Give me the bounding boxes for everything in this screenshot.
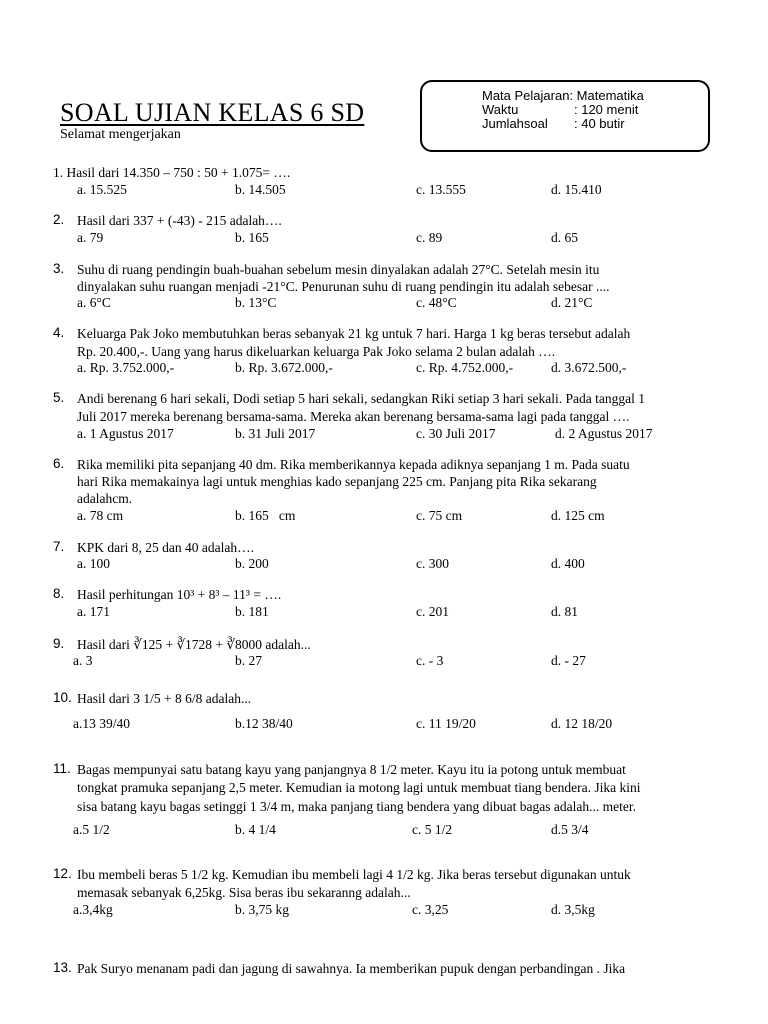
question-text: Hasil dari 3 1/5 + 8 6/8 adalah... [77,691,252,706]
question-text-line: hari Rika memakainya lagi untuk menghias kado sepanjang 225 cm. Panjang pita Rika sekarang [77,474,597,489]
option-a[interactable]: a. Rp. 3.752.000,- [77,360,175,375]
question-text-line: memasak sebanyak 6,25kg. Sisa beras ibu sekaranng adalah... [77,885,411,900]
option-c[interactable]: c. 48°C [416,295,457,310]
question-number: 10. [53,690,72,705]
question-number: 8. [53,586,65,601]
question-text-line: dinyalakan suhu ruangan menjadi -21°C. Penurunan suhu di ruang pendingin itu adalah sebesar .... [77,279,610,294]
option-a[interactable]: a. 78 cm [77,508,124,523]
question-text: Hasil dari 337 + (-43) - 215 adalah…. [77,213,282,228]
question-text-line: Bagas mempunyai satu batang kayu yang panjangnya 8 1/2 meter. Kayu itu ia potong untuk membuat [77,762,626,777]
option-c[interactable]: c. 30 Juli 2017 [416,426,496,441]
option-c[interactable]: c. 201 [416,604,449,619]
option-a[interactable]: a. 6°C [77,295,111,310]
option-d[interactable]: d. 400 [551,556,585,571]
question-text-line: adalahcm. [77,491,133,506]
option-b[interactable]: b. 31 Juli 2017 [235,426,316,441]
option-c[interactable]: c. 3,25 [412,902,449,917]
subject-info-box [420,80,710,152]
question-text-line: Andi berenang 6 hari sekali, Dodi setiap 5 hari sekali, sedangkan Riki setiap 3 hari sekali. Pada tanggal 1 [77,391,645,406]
option-d[interactable]: d. - 27 [551,653,586,668]
option-d[interactable]: d. 125 cm [551,508,605,523]
option-a[interactable]: a. 15.525 [77,182,127,197]
question-text: Hasil dari ∛125 + ∛1728 + ∛8000 adalah... [77,637,311,652]
option-c[interactable]: c. 13.555 [416,182,466,197]
option-a[interactable]: a. 171 [77,604,110,619]
question-text-line: Suhu di ruang pendingin buah-buahan sebelum mesin dinyalakan adalah 27°C. Setelah mesin itu [77,262,600,277]
option-b[interactable]: b. 3,75 kg [235,902,289,917]
question-text: Pak Suryo menanam padi dan jagung di sawahnya. Ia memberikan pupuk dengan perbandingan . Jika [77,961,626,976]
option-b[interactable]: b. 4 1/4 [235,822,276,837]
page-subtitle: Selamat mengerjakan [60,127,181,142]
option-c[interactable]: c. Rp. 4.752.000,- [416,360,514,375]
option-b[interactable]: b. 165 cm [235,508,296,523]
option-a[interactable]: a.5 1/2 [73,822,110,837]
option-c[interactable]: c. 11 19/20 [416,716,476,731]
question-text-line: Juli 2017 mereka berenang bersama-sama. Mereka akan berenang bersama-sama lagi pada tanggal …. [77,409,630,424]
question-number: 7. [53,539,65,554]
option-d[interactable]: d. 3,5kg [551,902,595,917]
option-b[interactable]: b.12 38/40 [235,716,293,731]
question-text-line: Rika memiliki pita sepanjang 40 dm. Rika memberikannya kepada adiknya sepanjang 1 m. Pada suatu [77,457,630,472]
question-number: 3. [53,261,65,276]
option-a[interactable]: a.13 39/40 [73,716,130,731]
option-b[interactable]: b. 200 [235,556,269,571]
question-text: KPK dari 8, 25 dan 40 adalah…. [77,540,254,555]
option-d[interactable]: d. 65 [551,230,578,245]
option-b[interactable]: b. 13°C [235,295,277,310]
question-text-line: sisa batang kayu bagas setinggi 1 3/4 m, maka panjang tiang bendera yang dibuat bagas adalah... meter. [77,799,636,814]
option-b[interactable]: b. 27 [235,653,262,668]
option-c[interactable]: c. 5 1/2 [412,822,453,837]
option-b[interactable]: b. 165 [235,230,269,245]
option-c[interactable]: c. 89 [416,230,443,245]
question-number: 12. [53,866,72,881]
question-text: Hasil perhitungan 10³ + 8³ – 11³ = …. [77,587,282,602]
option-d[interactable]: d. 12 18/20 [551,716,613,731]
question-number: 11. [53,761,71,776]
option-a[interactable]: a. 79 [77,230,104,245]
info-time: Waktu : 120 menit [482,102,639,117]
option-d[interactable]: d. 15.410 [551,182,602,197]
question-text-line: Rp. 20.400,-. Uang yang harus dikeluarkan keluarga Pak Joko selama 2 bulan adalah …. [77,344,556,359]
question-number: 9. [53,636,65,651]
option-d[interactable]: d. 2 Agustus 2017 [555,426,653,441]
option-a[interactable]: a. 1 Agustus 2017 [77,426,174,441]
option-c[interactable]: c. 300 [416,556,449,571]
question-text-line: Ibu membeli beras 5 1/2 kg. Kemudian ibu membeli lagi 4 1/2 kg. Jika beras tersebut digunakan untuk [77,867,631,882]
option-b[interactable]: b. 181 [235,604,269,619]
option-c[interactable]: c. - 3 [416,653,444,668]
question-number: 5. [53,390,65,405]
question-text-line: Keluarga Pak Joko membutuhkan beras sebanyak 21 kg untuk 7 hari. Harga 1 kg beras tersebut adalah [77,326,631,341]
question-number: 2. [53,212,65,227]
option-d[interactable]: d.5 3/4 [551,822,589,837]
info-subject: Mata Pelajaran: Matematika [482,88,644,103]
question-text-line: tongkat pramuka sepanjang 2,5 meter. Kemudian ia motong lagi untuk membuat tiang bendera. Jika kini [77,780,641,795]
page-title: SOAL UJIAN KELAS 6 SD [60,98,365,127]
option-d[interactable]: d. 3.672.500,- [551,360,627,375]
option-d[interactable]: d. 21°C [551,295,593,310]
option-a[interactable]: a.3,4kg [73,902,113,917]
option-b[interactable]: b. Rp. 3.672.000,- [235,360,333,375]
option-c[interactable]: c. 75 cm [416,508,463,523]
question-number: 6. [53,456,65,471]
question-text: 1. Hasil dari 14.350 – 750 : 50 + 1.075= …. [53,165,291,180]
option-d[interactable]: d. 81 [551,604,578,619]
option-a[interactable]: a. 3 [73,653,93,668]
question-number: 4. [53,325,65,340]
option-a[interactable]: a. 100 [77,556,110,571]
question-number: 13. [53,960,72,975]
info-question-count: Jumlahsoal : 40 butir [482,116,625,131]
option-b[interactable]: b. 14.505 [235,182,286,197]
